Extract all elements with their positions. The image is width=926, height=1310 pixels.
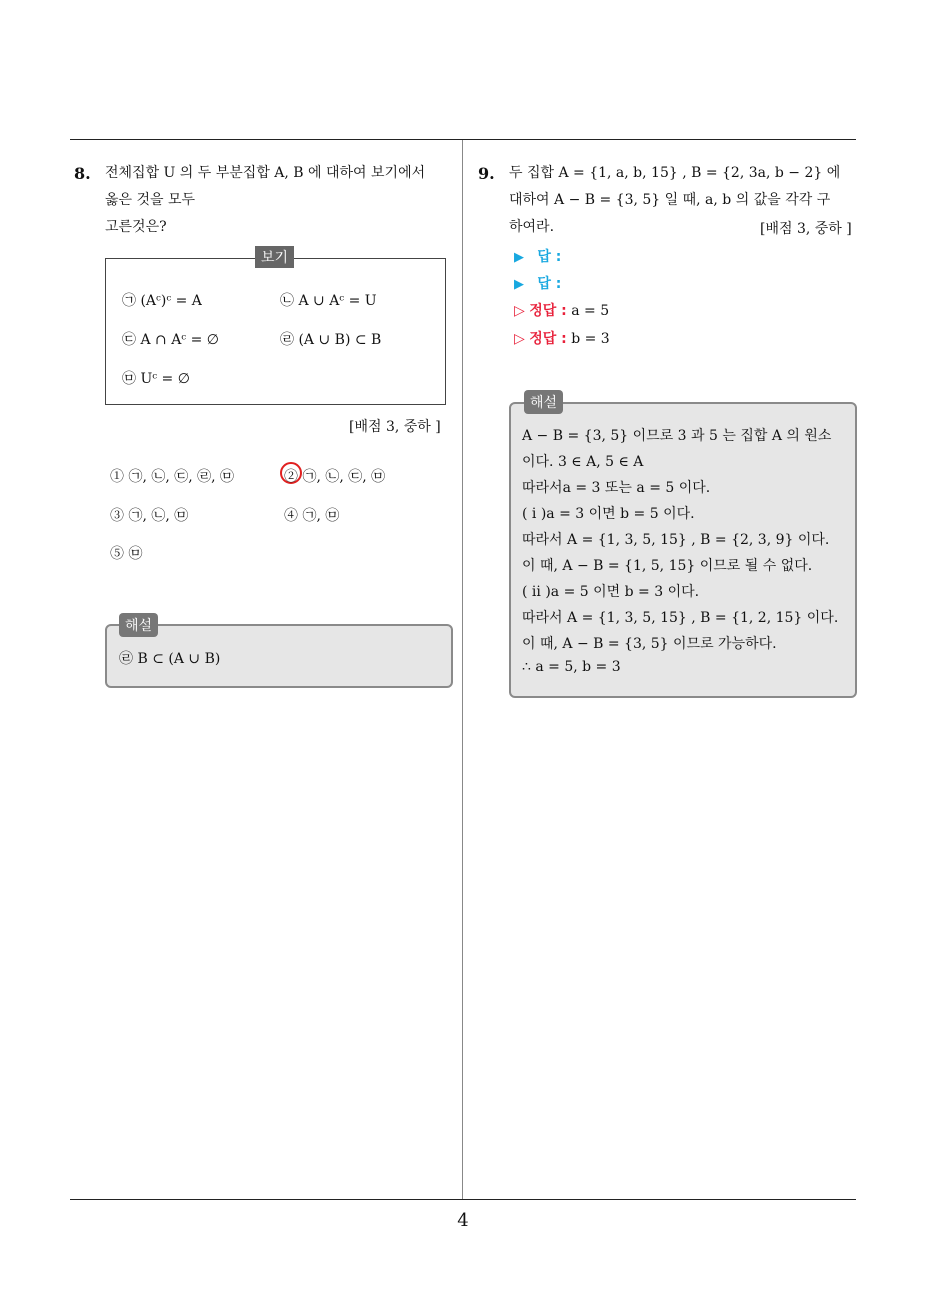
play-icon: ▶ bbox=[514, 277, 524, 292]
correct-label: 정답 : bbox=[529, 331, 567, 347]
q9-solution-label: 해설 bbox=[524, 390, 563, 414]
q9-solution-line: ( i )a = 3 이면 b = 5 이다. bbox=[522, 506, 695, 522]
q9-solution-line: 이 때, A − B = {1, 5, 15} 이므로 될 수 없다. bbox=[522, 558, 813, 574]
q8-number: 8. bbox=[74, 164, 91, 183]
q9-solution-line: 이다. 3 ∈ A, 5 ∈ A bbox=[522, 454, 644, 470]
q8-solution-label: 해설 bbox=[119, 613, 158, 637]
q9-score: [배점 3, 중하 ] bbox=[760, 221, 852, 237]
q8-solution-text: ㉣ B ⊂ (A ∪ B) bbox=[119, 651, 221, 667]
q8-choice-1[interactable]: ① ㉠, ㉡, ㉢, ㉣, ㉤ bbox=[110, 469, 235, 485]
q9-solution-line: 이 때, A − B = {3, 5} 이므로 가능하다. bbox=[522, 636, 777, 652]
q8-question-line-1: 전체집합 U 의 두 부분집합 A, B 에 대하여 보기에서 bbox=[105, 165, 426, 181]
answer-label: 답 : bbox=[537, 276, 562, 292]
q9-solution-line: 따라서a = 3 또는 a = 5 이다. bbox=[522, 480, 711, 496]
q9-answer-line-2 bbox=[514, 273, 561, 293]
q8-choice-5[interactable]: ⑤ ㉤ bbox=[110, 546, 143, 562]
q9-solution-line: ( ii )a = 5 이면 b = 3 이다. bbox=[522, 584, 700, 600]
correct-label: 정답 : bbox=[529, 303, 567, 319]
q9-answer-line-1 bbox=[514, 246, 561, 266]
q8-question-line-2: 옳은 것을 모두 bbox=[105, 192, 196, 208]
bottom-rule bbox=[70, 1199, 856, 1200]
bogi-label: 보기 bbox=[255, 246, 294, 268]
q8-question-line-3: 고른것은? bbox=[105, 219, 167, 235]
correct-value-a: a = 5 bbox=[571, 303, 610, 319]
bogi-item-2: ㉡ A ∪ Aᶜ = U bbox=[280, 293, 377, 309]
answer-label: 답 : bbox=[537, 249, 562, 265]
q9-solution-line: A − B = {3, 5} 이므로 3 과 5 는 집합 A 의 원소 bbox=[522, 428, 832, 444]
triangle-outline-icon: ▷ bbox=[514, 331, 525, 347]
bogi-item-3: ㉢ A ∩ Aᶜ = ∅ bbox=[122, 332, 219, 348]
top-rule bbox=[70, 139, 856, 140]
q8-choice-3[interactable]: ③ ㉠, ㉡, ㉤ bbox=[110, 508, 189, 524]
page-number: 4 bbox=[457, 1210, 469, 1231]
q9-solution-box bbox=[509, 402, 857, 698]
triangle-outline-icon: ▷ bbox=[514, 303, 525, 319]
q8-choice-2[interactable]: ② ㉠, ㉡, ㉢, ㉤ bbox=[284, 469, 386, 485]
q8-choice-4[interactable]: ④ ㉠, ㉤ bbox=[284, 508, 340, 524]
q9-solution-line: 따라서 A = {1, 3, 5, 15} , B = {1, 2, 15} 이다. bbox=[522, 610, 839, 626]
q9-correct-line-1 bbox=[514, 300, 609, 320]
q9-question-line-1: 두 집합 A = {1, a, b, 15} , B = {2, 3a, b − 2} 에 bbox=[509, 165, 841, 181]
q9-number: 9. bbox=[478, 164, 495, 183]
bogi-item-4: ㉣ (A ∪ B) ⊂ B bbox=[280, 332, 382, 348]
correct-value-b: b = 3 bbox=[571, 331, 610, 347]
column-divider bbox=[462, 140, 463, 1200]
play-icon: ▶ bbox=[514, 250, 524, 265]
bogi-item-5: ㉤ Uᶜ = ∅ bbox=[122, 371, 190, 387]
q9-solution-line: 따라서 A = {1, 3, 5, 15} , B = {2, 3, 9} 이다. bbox=[522, 532, 830, 548]
q9-solution-line: ∴ a = 5, b = 3 bbox=[522, 659, 621, 675]
q9-correct-line-2 bbox=[514, 328, 610, 348]
q9-question-line-3: 하여라. bbox=[509, 219, 555, 235]
q8-score: [배점 3, 중하 ] bbox=[349, 419, 441, 435]
q9-question-line-2: 대하여 A − B = {3, 5} 일 때, a, b 의 값을 각각 구 bbox=[509, 192, 831, 208]
bogi-item-1: ㉠ (Aᶜ)ᶜ = A bbox=[122, 293, 202, 309]
